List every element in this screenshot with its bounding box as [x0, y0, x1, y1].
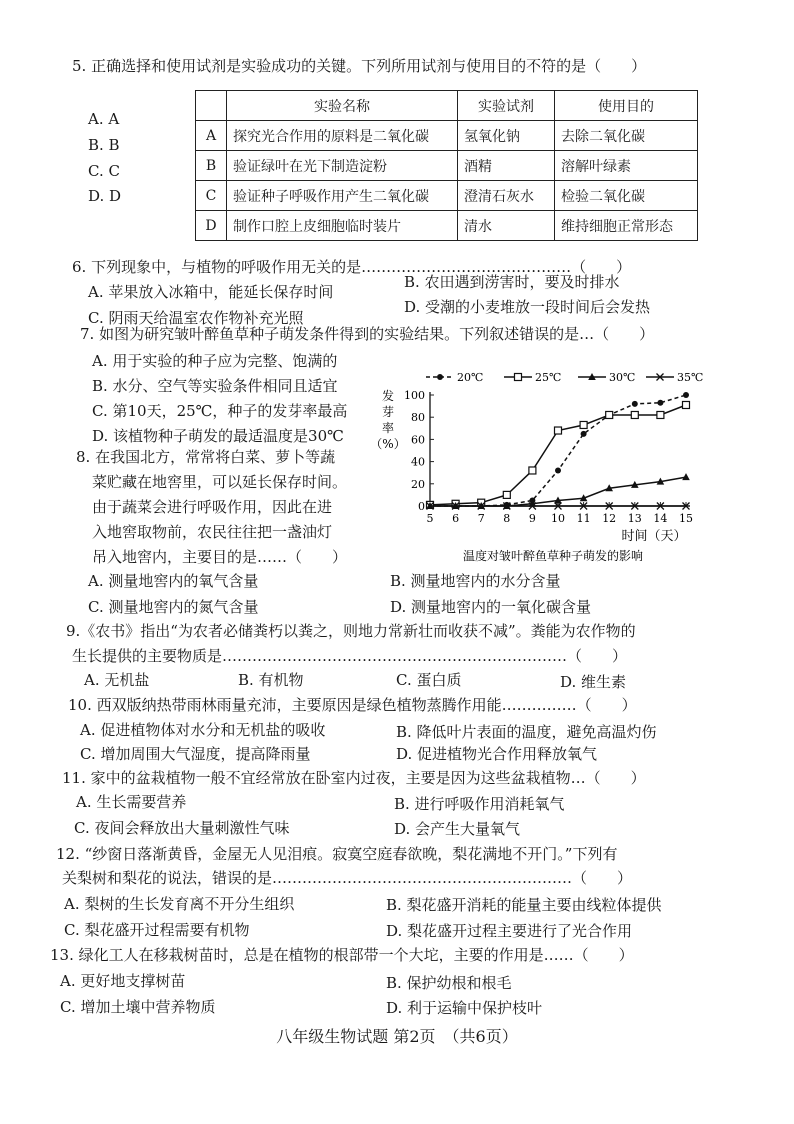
- q13-option-a[interactable]: A. 更好地支撑树苗: [60, 972, 186, 990]
- x-tick-label: 5: [426, 512, 434, 525]
- table-cell: 清水: [458, 211, 555, 241]
- q11-option-d[interactable]: D. 会产生大量氧气: [394, 820, 521, 838]
- x-tick-label: 7: [477, 512, 485, 525]
- table-row: [196, 181, 698, 211]
- q12-stem-line2: 关梨树和梨花的说法，错误的是……………………………………………………（ ）: [62, 869, 633, 887]
- x-tick-label: 9: [528, 512, 536, 525]
- q8-stem-line5: 吊入地窖内，主要目的是……（ ）: [92, 548, 348, 566]
- table-header-row: [196, 91, 698, 121]
- table-cell: 溶解叶绿素: [555, 151, 698, 181]
- q9-option-b[interactable]: B. 有机物: [238, 671, 304, 689]
- q8-option-b[interactable]: B. 测量地窖内的水分含量: [390, 572, 561, 590]
- table-header-cell: 实验试剂: [458, 91, 555, 121]
- x-tick-label: 11: [576, 512, 591, 525]
- q6-option-d[interactable]: D. 受潮的小麦堆放一段时间后会发热: [404, 298, 651, 316]
- q9-stem-line2: 生长提供的主要物质是……………………………………………………………（ ）: [72, 647, 628, 665]
- data-point: [632, 401, 638, 407]
- q10-option-b[interactable]: B. 降低叶片表面的温度，避免高温灼伤: [396, 723, 657, 741]
- q8-stem-line2: 菜贮藏在地窖里，可以延长保存时间。: [92, 473, 348, 491]
- data-point: [437, 374, 443, 380]
- q12-option-c[interactable]: C. 梨花盛开过程需要有机物: [64, 921, 250, 939]
- q11-option-b[interactable]: B. 进行呼吸作用消耗氧气: [394, 795, 565, 813]
- data-point: [683, 392, 689, 398]
- y-tick-label: 100: [404, 389, 425, 402]
- table-cell: 制作口腔上皮细胞临时装片: [227, 211, 458, 241]
- q8-option-c[interactable]: C. 测量地窖内的氮气含量: [88, 598, 259, 616]
- x-axis-label: 时间（天）: [621, 529, 687, 544]
- q5-option-b[interactable]: B. B: [88, 136, 120, 154]
- table-cell: 去除二氧化碳: [555, 121, 698, 151]
- q10-option-d[interactable]: D. 促进植物光合作用释放氧气: [396, 745, 598, 763]
- data-point: [657, 400, 663, 406]
- q6-stem: 6. 下列现象中，与植物的呼吸作用无关的是……………………………………（ ）: [72, 258, 632, 276]
- data-point: [529, 467, 536, 474]
- x-tick-label: 14: [653, 512, 668, 525]
- legend-label: 20℃: [457, 371, 484, 384]
- data-point: [555, 467, 561, 473]
- table-header-cell: 使用目的: [555, 91, 698, 121]
- data-point: [606, 411, 613, 418]
- y-tick-label: 80: [411, 411, 425, 425]
- y-tick-label: 40: [411, 455, 425, 469]
- data-point: [581, 431, 587, 437]
- y-tick-label: 0: [418, 500, 425, 513]
- data-point: [503, 491, 510, 498]
- table-header-cell: 实验名称: [227, 91, 458, 121]
- q13-stem: 13. 绿化工人在移栽树苗时，总是在植物的根部带一个大坨，主要的作用是……（ ）: [50, 946, 634, 964]
- q7-option-a[interactable]: A. 用于实验的种子应为完整、饱满的: [92, 352, 338, 370]
- q6-option-b[interactable]: B. 农田遇到涝害时，要及时排水: [404, 273, 620, 291]
- data-point: [555, 427, 562, 434]
- data-point: [682, 473, 690, 480]
- legend-label: 30℃: [609, 371, 636, 384]
- q5-option-d[interactable]: D. D: [88, 187, 122, 205]
- x-tick-label: 12: [602, 512, 617, 525]
- q9-option-a[interactable]: A. 无机盐: [84, 671, 150, 689]
- q8-option-a[interactable]: A. 测量地窖内的氧气含量: [88, 572, 259, 590]
- x-tick-label: 6: [452, 512, 460, 525]
- q8-stem-line1: 8. 在我国北方，常常将白菜、萝卜等蔬: [76, 448, 336, 466]
- q12-option-b[interactable]: B. 梨花盛开消耗的能量主要由线粒体提供: [386, 896, 662, 914]
- table-cell: 验证绿叶在光下制造淀粉: [227, 151, 458, 181]
- q11-stem: 11. 家中的盆栽植物一般不宜经常放在卧室内过夜，主要是因为这些盆栽植物…（ ）: [62, 769, 646, 787]
- table-cell: 探究光合作用的原料是二氧化碳: [227, 121, 458, 151]
- q10-option-a[interactable]: A. 促进植物体对水分和无机盐的吸收: [80, 721, 326, 739]
- data-point: [515, 374, 522, 381]
- q6-option-c[interactable]: C. 阴雨天给温室农作物补充光照: [88, 309, 304, 327]
- q8-stem-line3: 由于蔬菜会进行呼吸作用，因此在进: [92, 498, 333, 516]
- table-row: [196, 211, 698, 241]
- table-cell: D: [196, 211, 227, 241]
- table-cell: 维持细胞正常形态: [555, 211, 698, 241]
- table-cell: 验证种子呼吸作用产生二氧化碳: [227, 181, 458, 211]
- page-footer: 八年级生物试题 第2页 （共6页）: [276, 1027, 518, 1046]
- y-tick-label: 60: [411, 433, 425, 447]
- y-axis-label: 发芽率（%）: [370, 389, 406, 451]
- x-tick-label: 10: [551, 512, 565, 525]
- experiment-table: [195, 90, 698, 241]
- table-cell: 澄清石灰水: [458, 181, 555, 211]
- chart-legend: [426, 371, 703, 384]
- q7-option-b[interactable]: B. 水分、空气等实验条件相同且适宜: [92, 377, 338, 395]
- q7-option-c[interactable]: C. 第10天，25℃，种子的发芽率最高: [92, 402, 348, 420]
- germination-chart: [368, 360, 704, 565]
- series-line-1: [430, 405, 686, 505]
- table-cell: A: [196, 121, 227, 151]
- table-cell: 检验二氧化碳: [555, 181, 698, 211]
- q12-stem-line1: 12. “纱窗日落渐黄昏，金屋无人见泪痕。寂寞空庭春欲晚，梨花满地不开门。”下列有: [56, 845, 618, 863]
- q9-option-c[interactable]: C. 蛋白质: [396, 671, 462, 689]
- table-cell: 酒精: [458, 151, 555, 181]
- table-header-cell: [196, 91, 227, 121]
- q10-stem: 10. 西双版纳热带雨林雨量充沛，主要原因是绿色植物蒸腾作用能……………（ ）: [68, 696, 637, 714]
- q9-option-d[interactable]: D. 维生素: [560, 673, 627, 691]
- data-point: [657, 411, 664, 418]
- table-cell: C: [196, 181, 227, 211]
- table-row: [196, 121, 698, 151]
- y-tick-label: 20: [411, 477, 425, 491]
- legend-label: 25℃: [535, 371, 562, 384]
- table-row: [196, 151, 698, 181]
- x-tick-label: 15: [679, 512, 693, 525]
- q5-option-a[interactable]: A. A: [88, 110, 120, 128]
- q10-option-c[interactable]: C. 增加周围大气湿度，提高降雨量: [80, 745, 311, 763]
- q7-stem: 7. 如图为研究皱叶醉鱼草种子萌发条件得到的实验结果。下列叙述错误的是…（ ）: [80, 325, 655, 343]
- q13-option-c[interactable]: C. 增加土壤中营养物质: [60, 998, 216, 1016]
- table-cell: B: [196, 151, 227, 181]
- q8-option-d[interactable]: D. 测量地窖内的一氧化碳含量: [390, 598, 592, 616]
- q6-option-a[interactable]: A. 苹果放入冰箱中，能延长保存时间: [88, 283, 334, 301]
- q8-stem-line4: 入地窖取物前，农民往往把一盏油灯: [92, 523, 333, 541]
- chart-title: 温度对皱叶醉鱼草种子萌发的影响: [462, 549, 644, 563]
- q13-option-d[interactable]: D. 利于运输中保护枝叶: [386, 999, 543, 1017]
- data-point: [631, 411, 638, 418]
- q12-option-d[interactable]: D. 梨花盛开过程主要进行了光合作用: [386, 922, 633, 940]
- q9-stem-line1: 9.《农书》指出“为农者必储粪朽以粪之，则地力常新壮而收获不减”。粪能为农作物的: [66, 622, 636, 640]
- q5-stem: 5. 正确选择和使用试剂是实验成功的关键。下列所用试剂与使用目的不符的是（ ）: [72, 57, 647, 75]
- table-cell: 氢氧化钠: [458, 121, 555, 151]
- q7-option-d[interactable]: D. 该植物种子萌发的最适温度是30℃: [92, 427, 344, 445]
- q13-option-b[interactable]: B. 保护幼根和根毛: [386, 974, 512, 992]
- x-tick-label: 8: [503, 512, 511, 525]
- x-tick-label: 13: [627, 512, 642, 525]
- q5-option-c[interactable]: C. C: [88, 162, 120, 180]
- series-line-0: [430, 395, 686, 506]
- data-point: [580, 421, 587, 428]
- data-point: [683, 401, 690, 408]
- q12-option-a[interactable]: A. 梨树的生长发育离不开分生组织: [64, 895, 295, 913]
- legend-label: 35℃: [677, 371, 704, 384]
- q11-option-a[interactable]: A. 生长需要营养: [76, 793, 187, 811]
- q11-option-c[interactable]: C. 夜间会释放出大量刺激性气味: [74, 819, 290, 837]
